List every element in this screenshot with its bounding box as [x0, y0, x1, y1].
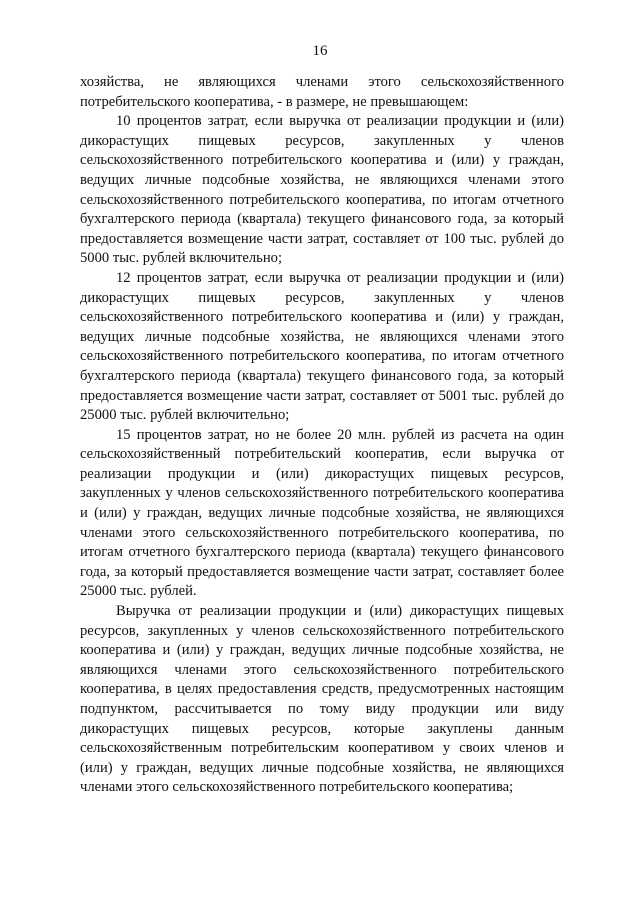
paragraph-12-percent: 12 процентов затрат, если выручка от реализации продукции и (или) дикорастущих пищевых ресурсов, закупленных у членов сельскохозяйственного потребительского кооператива и (или) у граждан, ведущих личные подсобные хозяйства, не являющихся членами этого сельскохозяйственного потребительского кооператива, по итогам отчетного бухгалтерского периода (квартала) текущего финансового года, за который предоставляется возмещение части затрат, составляет от 5001 тыс. рублей до 25000 тыс. рублей включительно; — [80, 269, 564, 424]
paragraph-15-percent: 15 процентов затрат, но не более 20 млн. рублей из расчета на один сельскохозяйственный потребительский кооператив, если выручка от реализации продукции и (или) дикорастущих пищевых ресурсов, закупленных у членов сельскохозяйственного потребительского кооператива и (или) у граждан, ведущих личные подсобные хозяйства, не являющихся членами этого сельскохозяйственного потребительского кооператива, по итогам отчетного бухгалтерского периода (квартала) текущего финансового года, за который предоставляется возмещение части затрат, составляет более 25000 тыс. рублей. — [80, 426, 564, 600]
paragraph-10-percent: 10 процентов затрат, если выручка от реализации продукции и (или) дикорастущих пищевых ресурсов, закупленных у членов сельскохозяйственного потребительского кооператива и (или) у граждан, ведущих личные подсобные хозяйства, не являющихся членами этого сельскохозяйственного потребительского кооператива, по итогам отчетного бухгалтерского периода (квартала) текущего финансового года, за который предоставляется возмещение части затрат, составляет от 100 тыс. рублей до 5000 тыс. рублей включительно; — [80, 113, 564, 267]
page-number: 16 — [312, 43, 328, 59]
paragraph-continuation: хозяйства, не являющихся членами этого сельскохозяйственного потребительского кооператива, - в размере, не превышающем: — [80, 74, 564, 110]
paragraph-revenue-calculation: Выручка от реализации продукции и (или) дикорастущих пищевых ресурсов, закупленных у членов сельскохозяйственного потребительского кооператива и (или) у граждан, ведущих личные подсобные хозяйства, не являющихся членами этого сельскохозяйственного потребительского кооператива, в целях предоставления средств, предусмотренных настоящим подпунктом, рассчитывается по тому виду продукции или виду дикорастущих пищевых ресурсов, которые закуплены данным сельскохозяйственным потребительским кооперативом у своих членов и (или) у граждан, ведущих личные подсобные хозяйства, не являющихся членами этого сельскохозяйственного потребительского кооператива; — [80, 603, 564, 796]
document-body — [80, 73, 564, 798]
